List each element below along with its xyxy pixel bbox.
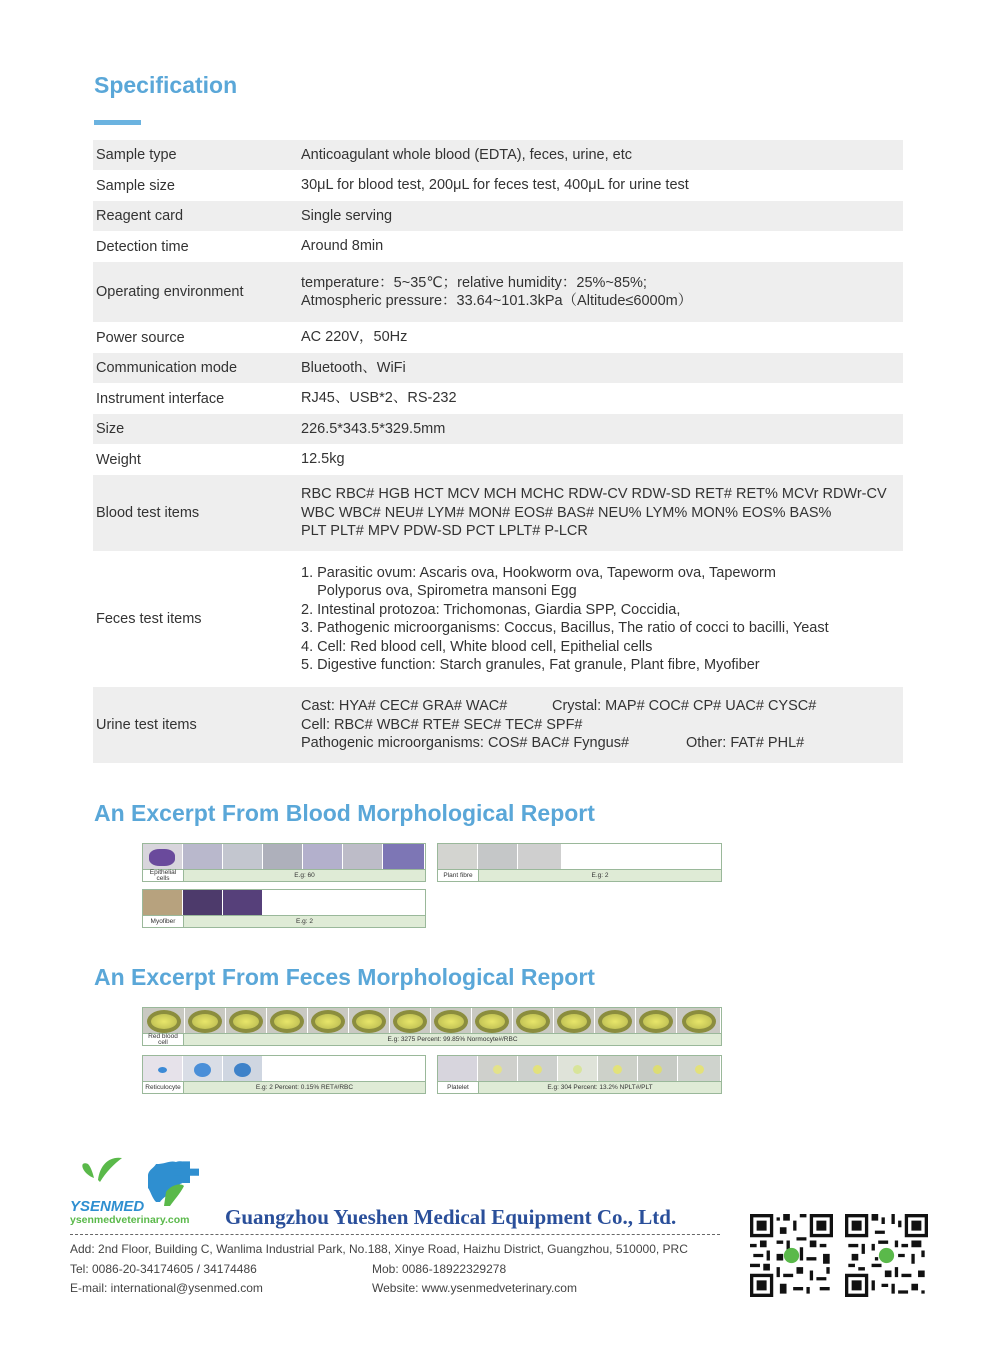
cell-thumb [438, 844, 478, 871]
spec-label: Sample size [96, 177, 175, 194]
cell-thumb [558, 1056, 598, 1083]
cell-thumb [390, 1008, 431, 1035]
spec-value: 30μL for blood test, 200μL for feces test, 400μL for urine test [301, 177, 689, 194]
cell-thumb [143, 1008, 185, 1035]
spec-value: 12.5kg [301, 451, 345, 468]
report-count: E.g: 304 Percent: 13.2% NPLT#/PLT [479, 1082, 721, 1093]
spec-label: Blood test items [96, 505, 200, 521]
cell-thumb [143, 844, 183, 871]
cell-thumb [636, 1008, 677, 1035]
cell-thumb [143, 890, 183, 917]
spec-title: Specification [94, 72, 238, 98]
report-footer [438, 1081, 721, 1093]
spec-value: RBC RBC# HGB HCT MCV MCH MCHC RDW-CV RDW-SD RET# RET% MCVr RDWr-CV WBC WBC# NEU# LYM# MON# EOS# BAS# NEU% LYM% MON% EOS% BAS% PLT PLT# MPV PDW-SD PCT LPLT# P-LCR [301, 486, 887, 540]
qr-code-icon [845, 1214, 928, 1297]
cell-thumb [267, 1008, 308, 1035]
blood-report-title: An Excerpt From Blood Morphological Report [94, 800, 595, 826]
cell-thumb [472, 1008, 513, 1035]
footer-divider [70, 1234, 720, 1235]
cell-thumb [343, 844, 383, 871]
cell-thumb [554, 1008, 595, 1035]
spec-value: temperature：5~35℃；relative humidity：25%~85%; Atmospheric pressure：33.64~101.3kPa（Altitude≤6000m） [301, 274, 693, 309]
report-label: Plant fibre [438, 870, 479, 881]
cell-thumb [595, 1008, 636, 1035]
cell-thumb [383, 844, 425, 871]
cell-thumb [431, 1008, 472, 1035]
cell-thumb [513, 1008, 554, 1035]
cell-thumb [223, 844, 263, 871]
spec-value: Cast: HYA# CEC# GRA# WAC# Crystal: MAP# COC# CP# UAC# CYSC# Cell: RBC# WBC# RTE# SEC# TEC# SPF# Pathogenic microorganisms: COS# BAC# Fyngus# Other: FAT# PHL# [301, 698, 817, 752]
spec-value: RJ45、USB*2、RS-232 [301, 390, 457, 407]
cell-thumb [183, 890, 223, 917]
footer-email: E-mail: international@ysenmed.com [70, 1281, 263, 1295]
spec-label: Weight [96, 451, 141, 468]
qr-code-icon [750, 1214, 833, 1297]
cell-thumb [638, 1056, 678, 1083]
spec-value: Bluetooth、WiFi [301, 359, 406, 376]
spec-label: Sample type [96, 147, 177, 163]
spec-label: Reagent card [96, 208, 184, 224]
spec-label: Instrument interface [96, 390, 225, 407]
spec-row [93, 231, 903, 262]
report-panel-myofiber [142, 889, 426, 928]
spec-row [93, 444, 903, 475]
spec-value: 226.5*343.5*329.5mm [301, 420, 446, 437]
cell-thumb [223, 890, 263, 917]
footer-tel: Tel: 0086-20-34174605 / 34174486 [70, 1262, 257, 1276]
report-count: E.g: 60 [184, 870, 425, 881]
report-label: Red blood cell [143, 1034, 184, 1045]
report-count: E.g: 3275 Percent: 99.85% Normocyte#/RBC [184, 1034, 721, 1045]
report-footer [143, 915, 425, 927]
report-footer [143, 869, 425, 881]
spec-row [93, 687, 903, 763]
footer-address: Add: 2nd Floor, Building C, Wanlima Industrial Park, No.188, Xinye Road, Haizhu District, Guangzhou, 510000, PRC [70, 1242, 688, 1256]
cell-thumb [478, 844, 518, 871]
cell-thumb [308, 1008, 349, 1035]
report-label: Platelet [438, 1082, 479, 1093]
cell-thumb [183, 844, 223, 871]
spec-row [93, 170, 903, 201]
spec-row [93, 262, 903, 322]
cell-thumb [263, 844, 303, 871]
spec-label: Size [96, 421, 125, 437]
company-name: Guangzhou Yueshen Medical Equipment Co., Ltd. [225, 1205, 677, 1229]
spec-label: Communication mode [96, 360, 238, 376]
spec-row [93, 201, 903, 231]
spec-table [93, 140, 903, 763]
spec-label: Urine test items [96, 717, 197, 733]
report-count: E.g: 2 [184, 916, 425, 927]
cell-thumb [518, 844, 562, 871]
spec-row [93, 322, 903, 353]
report-count: E.g: 2 [479, 870, 721, 881]
cell-thumb [143, 1056, 183, 1083]
report-label: Epithelial cells [143, 870, 184, 881]
spec-row [93, 551, 903, 687]
report-panel-platelet [437, 1055, 722, 1094]
cell-thumb [678, 1056, 721, 1083]
spec-value: Single serving [301, 207, 393, 224]
feces-report-title: An Excerpt From Feces Morphological Report [94, 964, 595, 990]
cell-thumb [518, 1056, 558, 1083]
logo-url-text: ysenmedveterinary.com [70, 1214, 190, 1226]
spec-row [93, 353, 903, 383]
spec-row [93, 383, 903, 414]
report-count: E.g: 2 Percent: 0.15% RET#/RBC [184, 1082, 425, 1093]
report-panel-epithelial [142, 843, 426, 882]
spec-label: Power source [96, 329, 185, 346]
footer-mob: Mob: 0086-18922329278 [372, 1262, 507, 1276]
company-logo [70, 1152, 220, 1228]
report-footer [143, 1081, 425, 1093]
spec-row [93, 414, 903, 444]
title-underline [94, 120, 141, 125]
spec-label: Operating environment [96, 284, 244, 300]
report-footer [143, 1033, 721, 1045]
cell-thumb [677, 1008, 721, 1035]
cell-thumb [223, 1056, 263, 1083]
report-label: Myofiber [143, 916, 184, 927]
report-panel-reticulocyte [142, 1055, 426, 1094]
cell-thumb [478, 1056, 518, 1083]
spec-value: Anticoagulant whole blood (EDTA), feces, urine, etc [301, 146, 632, 163]
spec-value: AC 220V，50Hz [301, 329, 408, 346]
cell-thumb [303, 844, 343, 871]
spec-label: Feces test items [96, 611, 202, 627]
cell-thumb [185, 1008, 226, 1035]
spec-value: 1. Parasitic ovum: Ascaris ova, Hookworm ova, Tapeworm ova, Tapeworm Polyporus ova, Spirometra mansoni Egg 2. Intestinal protozoa: Trichomonas, Giardia SPP, Coccidia, 3. Pathogenic microorganisms: Coccus, Bacillus, The ratio of cocci to bacilli, Yeast 4. Cell: Red blood cell, White blood cell, Epithelial cells 5. Digestive function: Starch granules, Fat granule, Plant fibre, Myofiber [301, 564, 829, 673]
report-label: Reticulocyte [143, 1082, 184, 1093]
logo-brand-text: YSENMED [70, 1198, 145, 1215]
spec-value: Around 8min [301, 238, 384, 255]
spec-row [93, 475, 903, 551]
report-panel-plant-fibre [437, 843, 722, 882]
cell-thumb [349, 1008, 390, 1035]
cell-thumb [438, 1056, 478, 1083]
footer-website: Website: www.ysenmedveterinary.com [372, 1281, 577, 1295]
cell-thumb [226, 1008, 267, 1035]
spec-label: Detection time [96, 238, 189, 255]
cell-thumb [183, 1056, 223, 1083]
report-panel-rbc [142, 1007, 722, 1046]
cell-thumb [598, 1056, 638, 1083]
spec-row [93, 140, 903, 170]
report-footer [438, 869, 721, 881]
